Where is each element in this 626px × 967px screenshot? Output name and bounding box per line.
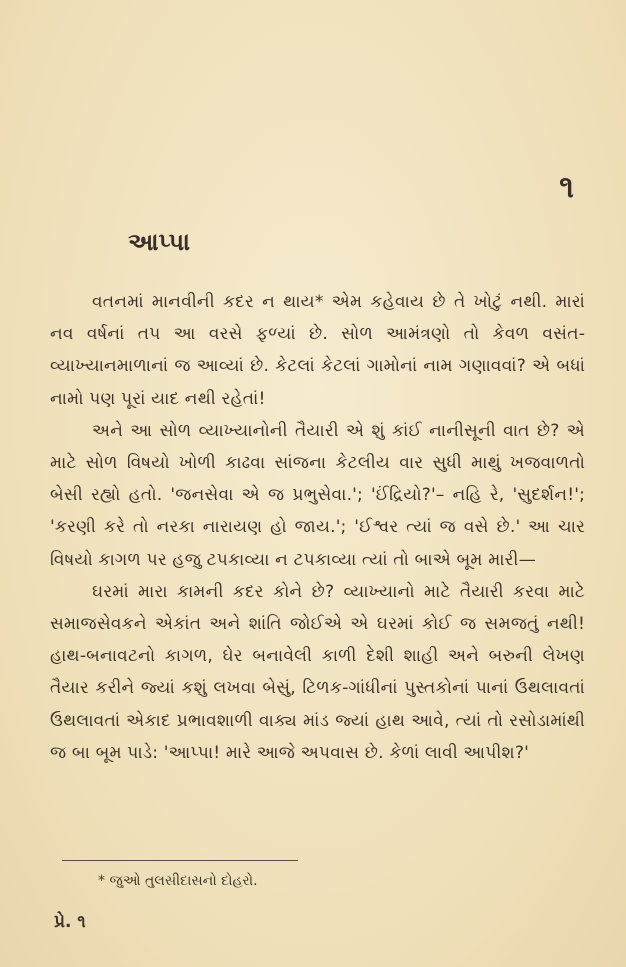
paragraph-2: અને આ સોળ વ્યાખ્યાનોની તૈયારી એ શું કાંઈ નાનીસૂની વાત છે? એ માટે સોળ વિષયો ખોળી કાઢવા સાંજના કેટલીય વાર સુધી માથું ખજવાળતો બેસી રહ્યો હતો. 'જનસેવા એ જ પ્રભુસેવા.'; 'ઈંદ્રિયો?'– નહિ રે, 'સુદર્શન!'; 'કરણી કરે તો નરકા નારાયણ હો જાય.'; 'ઈશ્વર ત્યાં જ વસે છે.' આ ચાર વિષયો કાગળ પર હજુ ટપકાવ્યા ન ટપકાવ્યા ત્યાં તો બાએ બૂમ મારી— xyxy=(50,420,585,570)
printer-signature-mark: પ્રે. ૧ xyxy=(54,912,86,932)
body-text xyxy=(50,286,585,769)
footnote: * જુઓ તુલસીદાસનો દોહરો. xyxy=(98,873,258,889)
paragraph-1: વતનમાં માનવીની કદર ન થાય* એમ કહેવાય છે તે ખોટું નથી. મારાં નવ વર્ષનાં તપ આ વરસે ફળ્યાં છે. સોળ આમંત્રણો તો કેવળ વસંત-વ્યાખ્યાનમાળાનાં જ આવ્યાં છે. કેટલાં કેટલાં ગામોનાં નામ ગણાવવાં? એ બધાં નામો પણ પૂરાં યાદ નથી રહેતાં! xyxy=(50,292,585,409)
page-number: ૧ xyxy=(559,170,574,205)
footnote-divider xyxy=(62,860,298,861)
chapter-title: આપ્પા xyxy=(128,228,190,256)
paragraph-3: ઘરમાં મારા કામની કદર કોને છે? વ્યાખ્યાનો માટે તૈયારી કરવા માટે સમાજસેવકને એકાંત અને શાંતિ જોઈએ એ ઘરમાં કોઈ જ સમજતું નથી! હાથ-બનાવટનો કાગળ, ઘેર બનાવેલી કાળી દેશી શાહી અને બરુની લેખણ તૈયાર કરીને જ્યાં કશું લખવા બેસું, ટિળક-ગાંધીનાં પુસ્તકોનાં પાનાં ઉથલાવતાં ઉથલાવતાં એકાદ પ્રભાવશાળી વાક્ય માંડ જ્યાં હાથ આવે, ત્યાં તો રસોડામાંથી જ બા બૂમ પાડે: 'આપ્પા! મારે આજે અપવાસ છે. કેળાં લાવી આપીશ?' xyxy=(50,581,585,763)
